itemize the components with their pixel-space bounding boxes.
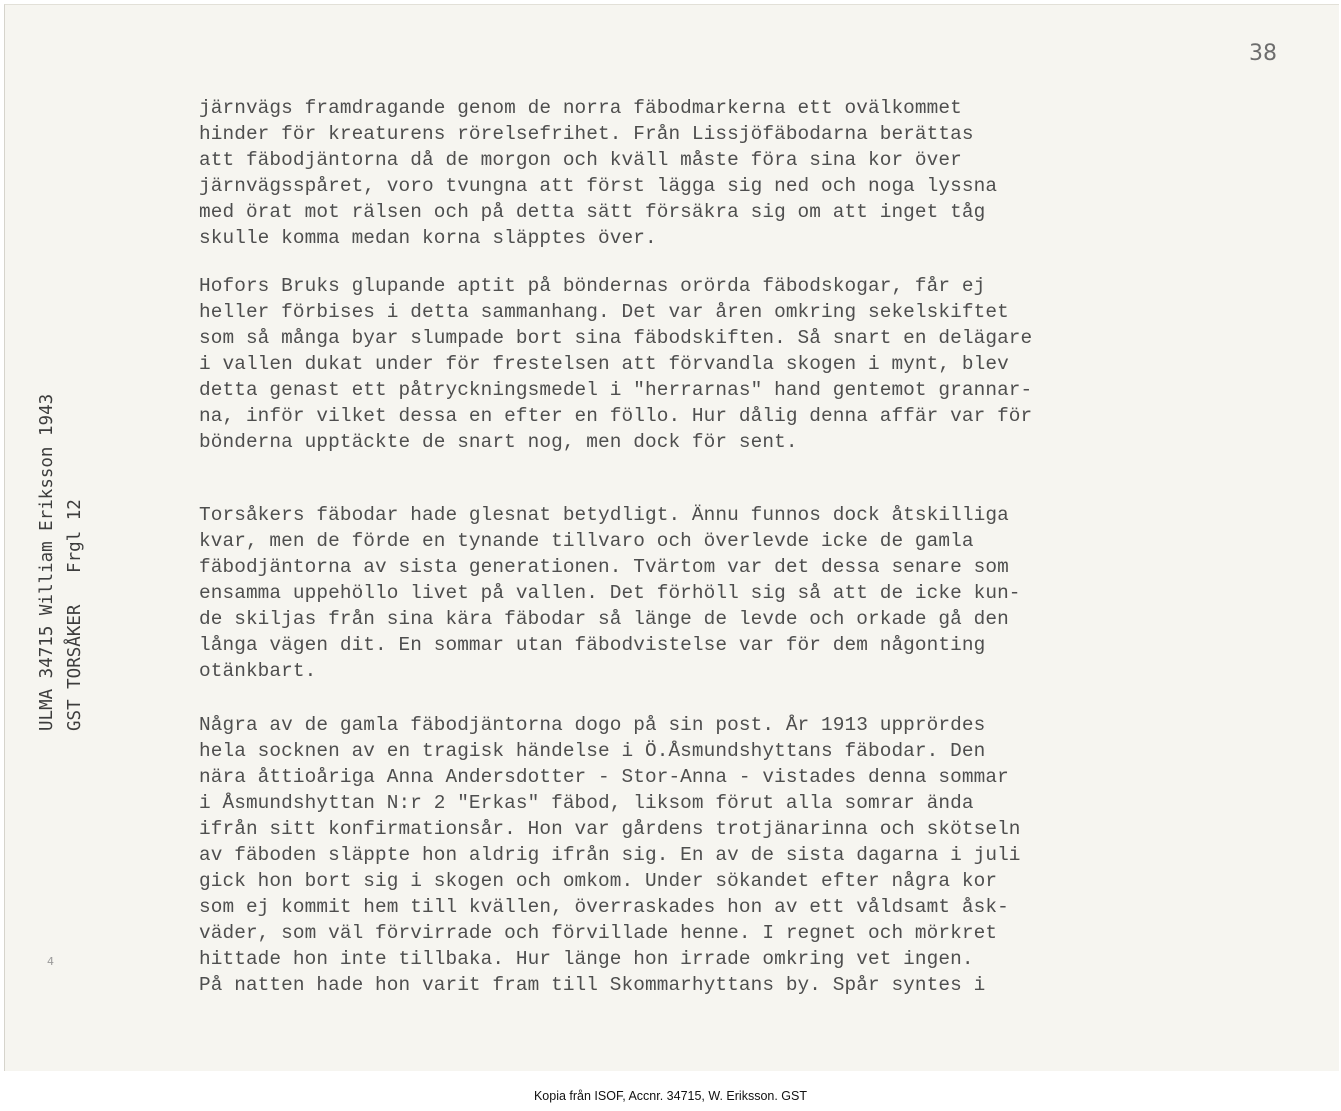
text-line: na, inför vilket dessa en efter en föllo. Hur dålig denna affär var för — [199, 405, 1033, 427]
text-line: ensamma uppehöllo livet på vallen. Det förhöll sig så att de icke kun- — [199, 582, 1021, 604]
margin-mark: 4 — [47, 955, 54, 968]
text-line: av fäboden släppte hon aldrig ifrån sig. En av de sista dagarna i juli — [199, 844, 1021, 866]
archive-footer: Kopia från ISOF, Accnr. 34715, W. Eriksson. GST — [533, 1089, 808, 1103]
typewritten-text — [199, 95, 1279, 998]
text-line: långa vägen dit. En sommar utan fäbodvistelse var för dem någonting — [199, 634, 986, 656]
text-line: gick hon bort sig i skogen och omkom. Under sökandet efter några kor — [199, 870, 998, 892]
text-line: otänkbart. — [199, 660, 317, 682]
text-line: de skiljas från sina kära fäbodar så länge de levde och orkade gå den — [199, 608, 1009, 630]
text-line: nära åttioåriga Anna Andersdotter - Stor-Anna - vistades denna sommar — [199, 766, 1009, 788]
text-line: Några av de gamla fäbodjäntorna dogo på sin post. År 1913 upprördes — [199, 714, 986, 736]
text-line: ifrån sitt konfirmationsår. Hon var gårdens trotjänarinna och skötseln — [199, 818, 1021, 840]
archive-note-line-2: GST TORSÅKER Frgl 12 — [65, 499, 85, 731]
text-line: På natten hade hon varit fram till Skommarhyttans by. Spår syntes i — [199, 974, 986, 996]
text-line: som ej kommit hem till kvällen, överraskades hon av ett våldsamt åsk- — [199, 896, 1009, 918]
document-page — [4, 4, 1339, 1071]
archive-margin-note — [33, 311, 93, 731]
paragraph-3 — [199, 502, 1279, 684]
text-line: hela socknen av en tragisk händelse i Ö.Åsmundshyttans fäbodar. Den — [199, 740, 986, 762]
text-line: kvar, men de förde en tynande tillvaro och överlevde icke de gamla — [199, 530, 974, 552]
text-line: Hofors Bruks glupande aptit på böndernas orörda fäbodskogar, får ej — [199, 275, 986, 297]
text-line: fäbodjäntorna av sista generationen. Tvärtom var det dessa senare som — [199, 556, 1009, 578]
page-number: 38 — [1249, 41, 1277, 66]
text-line: att fäbodjäntorna då de morgon och kväll måste föra sina kor över — [199, 149, 962, 171]
text-line: väder, som väl förvirrade och förvillade henne. I regnet och mörkret — [199, 922, 998, 944]
paragraph-2 — [199, 273, 1279, 455]
archive-note-line-1: ULMA 34715 William Eriksson 1943 — [37, 393, 57, 731]
text-line: bönderna upptäckte de snart nog, men dock för sent. — [199, 431, 798, 453]
text-line: i Åsmundshyttan N:r 2 "Erkas" fäbod, liksom förut alla somrar ända — [199, 792, 974, 814]
text-line: järnvägs framdragande genom de norra fäbodmarkerna ett ovälkommet — [199, 97, 962, 119]
text-line: järnvägsspåret, voro tvungna att först lägga sig ned och noga lyssna — [199, 175, 998, 197]
text-line: Torsåkers fäbodar hade glesnat betydligt. Ännu funnos dock åtskilliga — [199, 504, 1009, 526]
paragraph-1 — [199, 95, 1279, 251]
text-line: som så många byar slumpade bort sina fäbodskiften. Så snart en delägare — [199, 327, 1033, 349]
text-line: hinder för kreaturens rörelsefrihet. Från Lissjöfäbodarna berättas — [199, 123, 974, 145]
text-line: hittade hon inte tillbaka. Hur länge hon irrade omkring vet ingen. — [199, 948, 974, 970]
text-line: skulle komma medan korna släpptes över. — [199, 227, 657, 249]
text-line: detta genast ett påtryckningsmedel i "herrarnas" hand gentemot grannar- — [199, 379, 1033, 401]
text-line: i vallen dukat under för frestelsen att förvandla skogen i mynt, blev — [199, 353, 1009, 375]
text-line: heller förbises i detta sammanhang. Det var åren omkring sekelskiftet — [199, 301, 1009, 323]
paragraph-4 — [199, 712, 1279, 998]
text-line: med örat mot rälsen och på detta sätt försäkra sig om att inget tåg — [199, 201, 986, 223]
